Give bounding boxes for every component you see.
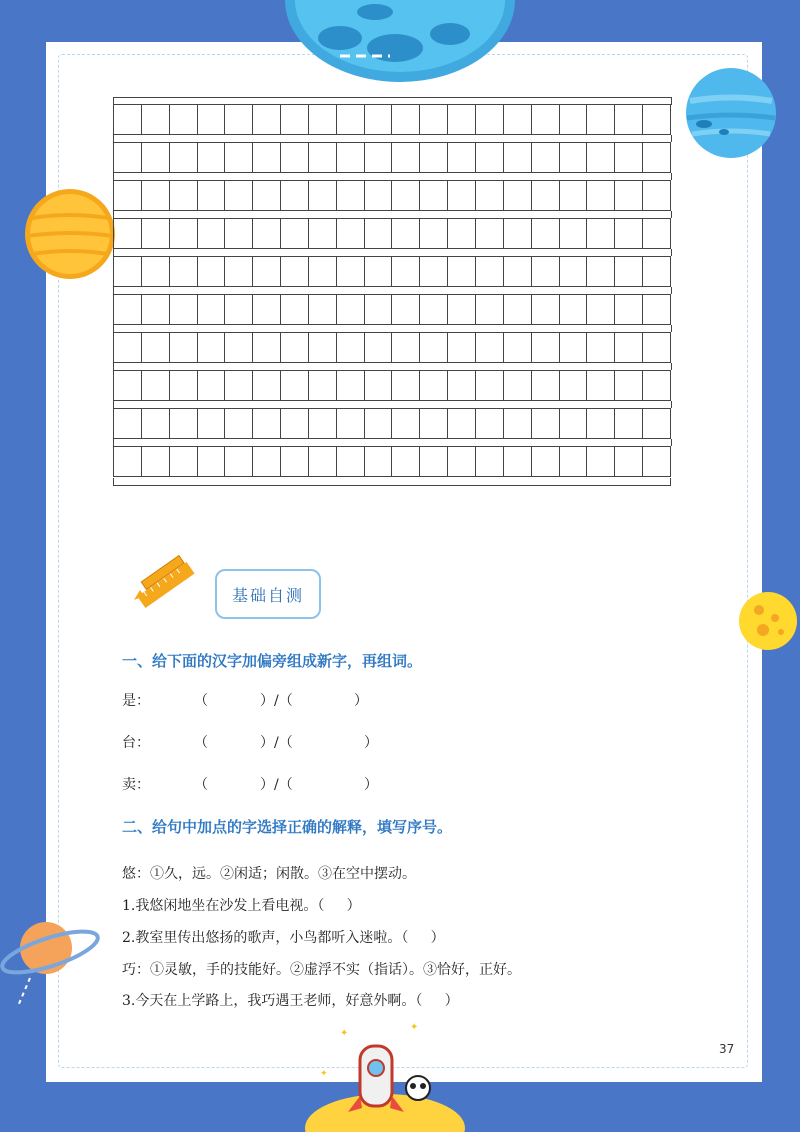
grid-cell[interactable]	[448, 409, 476, 438]
grid-row	[113, 408, 671, 439]
grid-cell[interactable]	[560, 181, 588, 210]
grid-cell[interactable]	[198, 447, 226, 476]
grid-cell[interactable]	[114, 105, 142, 134]
grid-cell[interactable]	[643, 219, 670, 248]
grid-cell[interactable]	[225, 257, 253, 286]
grid-cell[interactable]	[392, 295, 420, 324]
grid-cell[interactable]	[532, 447, 560, 476]
q1-row-label: 是：	[122, 693, 150, 709]
grid-cell[interactable]	[253, 295, 281, 324]
grid-row	[113, 294, 671, 325]
grid-cell[interactable]	[532, 219, 560, 248]
grid-cell[interactable]	[615, 371, 643, 400]
grid-cell[interactable]	[225, 105, 253, 134]
grid-cell[interactable]	[643, 333, 670, 362]
q1-blank-close[interactable]: ）	[354, 693, 368, 709]
grid-cell[interactable]	[142, 219, 170, 248]
grid-cell[interactable]	[309, 181, 337, 210]
grid-cell[interactable]	[170, 181, 198, 210]
grid-cell[interactable]	[587, 181, 615, 210]
page-number: 37	[719, 1042, 735, 1056]
grid-cell[interactable]	[448, 143, 476, 172]
grid-cell[interactable]	[281, 333, 309, 362]
grid-cell[interactable]	[281, 371, 309, 400]
grid-cell[interactable]	[253, 143, 281, 172]
grid-cell[interactable]	[253, 371, 281, 400]
grid-cell[interactable]	[392, 105, 420, 134]
q1-blank-separator[interactable]: ）/（	[260, 777, 293, 793]
grid-cell[interactable]	[142, 295, 170, 324]
grid-cell[interactable]	[476, 409, 504, 438]
grid-cell[interactable]	[476, 257, 504, 286]
grid-cell[interactable]	[643, 409, 670, 438]
question-2-heading: 二、给句中加点的字选择正确的解释，填写序号。	[122, 818, 453, 836]
grid-cell[interactable]	[448, 219, 476, 248]
grid-cell[interactable]	[532, 295, 560, 324]
grid-cell[interactable]	[253, 409, 281, 438]
grid-row	[113, 180, 671, 211]
grid-cell[interactable]	[448, 371, 476, 400]
grid-cell[interactable]	[365, 333, 393, 362]
grid-cell[interactable]	[532, 333, 560, 362]
q2-definition-you: 悠：①久，远。②闲适；闲散。③在空中摆动。	[122, 866, 416, 882]
grid-cell[interactable]	[365, 371, 393, 400]
grid-cell[interactable]	[643, 257, 670, 286]
grid-cell[interactable]	[476, 219, 504, 248]
grid-cell[interactable]	[615, 181, 643, 210]
grid-cell[interactable]	[560, 143, 588, 172]
grid-cell[interactable]	[337, 447, 365, 476]
grid-cell[interactable]	[142, 371, 170, 400]
grid-cell[interactable]	[253, 181, 281, 210]
grid-cell[interactable]	[420, 295, 448, 324]
grid-cell[interactable]	[309, 143, 337, 172]
grid-cell[interactable]	[170, 333, 198, 362]
grid-cell[interactable]	[615, 333, 643, 362]
grid-cell[interactable]	[504, 333, 532, 362]
grid-cell[interactable]	[198, 181, 226, 210]
grid-cell[interactable]	[532, 409, 560, 438]
grid-cell[interactable]	[365, 257, 393, 286]
grid-cell[interactable]	[114, 181, 142, 210]
q1-row-label: 卖：	[122, 777, 150, 793]
grid-cell[interactable]	[643, 447, 670, 476]
grid-cell[interactable]	[365, 295, 393, 324]
grid-cell[interactable]	[615, 447, 643, 476]
grid-cell[interactable]	[560, 257, 588, 286]
grid-cell[interactable]	[448, 257, 476, 286]
grid-cell[interactable]	[448, 105, 476, 134]
ringed-planet-icon	[0, 908, 110, 1008]
grid-cell[interactable]	[476, 333, 504, 362]
grid-cell[interactable]	[114, 333, 142, 362]
grid-cell[interactable]	[587, 295, 615, 324]
grid-cell[interactable]	[392, 181, 420, 210]
grid-cell[interactable]	[560, 409, 588, 438]
grid-cell[interactable]	[392, 143, 420, 172]
grid-cell[interactable]	[281, 409, 309, 438]
grid-cell[interactable]	[587, 143, 615, 172]
grid-cell[interactable]	[114, 371, 142, 400]
grid-cell[interactable]	[504, 219, 532, 248]
grid-cell[interactable]	[142, 105, 170, 134]
blue-planet-icon	[684, 66, 778, 160]
grid-cell[interactable]	[420, 219, 448, 248]
grid-cell[interactable]	[420, 333, 448, 362]
grid-cell[interactable]	[253, 447, 281, 476]
grid-cell[interactable]	[337, 219, 365, 248]
q1-blank-open[interactable]: （	[194, 735, 208, 751]
grid-row	[113, 142, 671, 173]
grid-cell[interactable]	[504, 143, 532, 172]
grid-cell[interactable]	[560, 371, 588, 400]
grid-cell[interactable]	[643, 143, 670, 172]
grid-cell[interactable]	[225, 295, 253, 324]
q2-sentence-2[interactable]: 2.教室里传出悠扬的歌声，小鸟都听入迷啦。（ ）	[122, 930, 445, 946]
grid-cell[interactable]	[615, 257, 643, 286]
svg-text:✦: ✦	[410, 1022, 419, 1033]
grid-cell[interactable]	[615, 219, 643, 248]
grid-cell[interactable]	[281, 447, 309, 476]
grid-cell[interactable]	[643, 105, 670, 134]
grid-cell[interactable]	[365, 181, 393, 210]
grid-cell[interactable]	[504, 447, 532, 476]
grid-cell[interactable]	[142, 181, 170, 210]
grid-cell[interactable]	[198, 257, 226, 286]
grid-cell[interactable]	[198, 219, 226, 248]
grid-cell[interactable]	[643, 295, 670, 324]
grid-cell[interactable]	[615, 105, 643, 134]
grid-cell[interactable]	[392, 447, 420, 476]
grid-cell[interactable]	[309, 257, 337, 286]
grid-cell[interactable]	[309, 105, 337, 134]
grid-cell[interactable]	[142, 333, 170, 362]
q1-row-label: 台：	[122, 735, 150, 751]
grid-cell[interactable]	[643, 371, 670, 400]
grid-cell[interactable]	[476, 181, 504, 210]
grid-cell[interactable]	[392, 257, 420, 286]
grid-cell[interactable]	[281, 257, 309, 286]
grid-cell[interactable]	[392, 409, 420, 438]
grid-cell[interactable]	[504, 105, 532, 134]
grid-cell[interactable]	[309, 409, 337, 438]
grid-cell[interactable]	[532, 257, 560, 286]
grid-cell[interactable]	[587, 371, 615, 400]
grid-cell[interactable]	[309, 371, 337, 400]
grid-cell[interactable]	[170, 257, 198, 286]
grid-cell[interactable]	[392, 371, 420, 400]
q1-blank-open[interactable]: （	[194, 693, 208, 709]
section-badge: 基础自测	[215, 569, 321, 619]
grid-cell[interactable]	[476, 295, 504, 324]
grid-cell[interactable]	[587, 333, 615, 362]
svg-text:✦: ✦	[320, 1069, 328, 1079]
grid-cell[interactable]	[253, 219, 281, 248]
grid-cell[interactable]	[198, 333, 226, 362]
grid-cell[interactable]	[198, 409, 226, 438]
grid-cell[interactable]	[114, 143, 142, 172]
grid-cell[interactable]	[337, 333, 365, 362]
grid-row	[113, 104, 671, 135]
grid-cell[interactable]	[420, 105, 448, 134]
grid-cell[interactable]	[281, 143, 309, 172]
grid-row	[113, 446, 671, 477]
grid-cell[interactable]	[253, 105, 281, 134]
grid-cell[interactable]	[198, 105, 226, 134]
writing-grid-bottom	[113, 478, 671, 486]
grid-cell[interactable]	[532, 143, 560, 172]
grid-cell[interactable]	[337, 143, 365, 172]
grid-cell[interactable]	[281, 105, 309, 134]
grid-cell[interactable]	[309, 219, 337, 248]
grid-cell[interactable]	[225, 143, 253, 172]
grid-cell[interactable]	[420, 181, 448, 210]
grid-cell[interactable]	[225, 333, 253, 362]
grid-cell[interactable]	[170, 409, 198, 438]
grid-cell[interactable]	[253, 257, 281, 286]
grid-cell[interactable]	[420, 371, 448, 400]
grid-row	[113, 332, 671, 363]
rocket-icon	[300, 1016, 470, 1132]
grid-cell[interactable]	[476, 447, 504, 476]
grid-cell[interactable]	[448, 295, 476, 324]
grid-row	[113, 256, 671, 287]
grid-cell[interactable]	[198, 371, 226, 400]
yellow-moon-icon	[737, 590, 799, 652]
grid-cell[interactable]	[253, 333, 281, 362]
grid-cell[interactable]	[615, 409, 643, 438]
grid-cell[interactable]	[114, 295, 142, 324]
grid-cell[interactable]	[142, 409, 170, 438]
q1-blank-open[interactable]: （	[194, 777, 208, 793]
grid-cell[interactable]	[560, 447, 588, 476]
grid-cell[interactable]	[337, 105, 365, 134]
grid-cell[interactable]	[504, 257, 532, 286]
svg-text:✦: ✦	[340, 1028, 349, 1039]
orange-planet-icon	[22, 186, 118, 282]
grid-cell[interactable]	[365, 105, 393, 134]
grid-cell[interactable]	[142, 257, 170, 286]
grid-cell[interactable]	[504, 181, 532, 210]
grid-cell[interactable]	[504, 409, 532, 438]
grid-cell[interactable]	[114, 447, 142, 476]
writing-grid[interactable]	[113, 96, 671, 484]
q2-sentence-3[interactable]: 3.今天在上学路上，我巧遇王老师，好意外啊。（ ）	[122, 993, 459, 1009]
grid-cell[interactable]	[337, 295, 365, 324]
grid-cell[interactable]	[281, 295, 309, 324]
grid-cell[interactable]	[532, 371, 560, 400]
grid-cell[interactable]	[170, 105, 198, 134]
grid-cell[interactable]	[392, 333, 420, 362]
q2-definition-qiao: 巧：①灵敏，手的技能好。②虚浮不实（指话）。③恰好，正好。	[122, 962, 521, 978]
q1-blank-separator[interactable]: ）/（	[260, 735, 293, 751]
grid-cell[interactable]	[587, 447, 615, 476]
grid-cell[interactable]	[615, 143, 643, 172]
grid-cell[interactable]	[560, 219, 588, 248]
grid-cell[interactable]	[309, 333, 337, 362]
grid-cell[interactable]	[225, 409, 253, 438]
grid-cell[interactable]	[142, 447, 170, 476]
grid-cell[interactable]	[560, 295, 588, 324]
grid-cell[interactable]	[643, 181, 670, 210]
grid-cell[interactable]	[114, 219, 142, 248]
grid-cell[interactable]	[281, 181, 309, 210]
grid-cell[interactable]	[225, 371, 253, 400]
grid-cell[interactable]	[365, 409, 393, 438]
grid-cell[interactable]	[170, 447, 198, 476]
grid-cell[interactable]	[114, 409, 142, 438]
grid-cell[interactable]	[532, 105, 560, 134]
grid-cell[interactable]	[420, 447, 448, 476]
grid-cell[interactable]	[448, 447, 476, 476]
grid-cell[interactable]	[114, 257, 142, 286]
grid-cell[interactable]	[587, 409, 615, 438]
grid-cell[interactable]	[365, 143, 393, 172]
grid-cell[interactable]	[170, 143, 198, 172]
grid-cell[interactable]	[587, 105, 615, 134]
grid-cell[interactable]	[365, 447, 393, 476]
grid-cell[interactable]	[142, 143, 170, 172]
grid-row	[113, 218, 671, 249]
grid-cell[interactable]	[448, 181, 476, 210]
top-planet-icon	[280, 0, 520, 85]
q1-blank-close[interactable]: ）	[364, 777, 378, 793]
grid-cell[interactable]	[532, 181, 560, 210]
grid-cell[interactable]	[170, 219, 198, 248]
grid-cell[interactable]	[309, 295, 337, 324]
grid-cell[interactable]	[392, 219, 420, 248]
grid-cell[interactable]	[337, 181, 365, 210]
grid-cell[interactable]	[448, 333, 476, 362]
grid-cell[interactable]	[504, 371, 532, 400]
grid-cell[interactable]	[420, 409, 448, 438]
grid-cell[interactable]	[337, 371, 365, 400]
grid-cell[interactable]	[337, 409, 365, 438]
grid-cell[interactable]	[476, 371, 504, 400]
grid-cell[interactable]	[225, 447, 253, 476]
grid-cell[interactable]	[420, 257, 448, 286]
grid-cell[interactable]	[420, 143, 448, 172]
grid-cell[interactable]	[170, 295, 198, 324]
grid-cell[interactable]	[504, 295, 532, 324]
grid-cell[interactable]	[560, 333, 588, 362]
grid-cell[interactable]	[225, 181, 253, 210]
grid-cell[interactable]	[337, 257, 365, 286]
grid-cell[interactable]	[309, 447, 337, 476]
q1-blank-separator[interactable]: ）/（	[260, 693, 293, 709]
question-1-heading: 一、给下面的汉字加偏旁组成新字，再组词。	[122, 652, 423, 670]
grid-row	[113, 370, 671, 401]
grid-cell[interactable]	[365, 219, 393, 248]
q2-sentence-1[interactable]: 1.我悠闲地坐在沙发上看电视。（ ）	[122, 898, 361, 914]
grid-cell[interactable]	[170, 371, 198, 400]
q1-blank-close[interactable]: ）	[364, 735, 378, 751]
grid-cell[interactable]	[476, 143, 504, 172]
grid-cell[interactable]	[281, 219, 309, 248]
pencil-ruler-icon	[130, 552, 204, 608]
grid-cell[interactable]	[198, 295, 226, 324]
grid-cell[interactable]	[587, 257, 615, 286]
grid-cell[interactable]	[476, 105, 504, 134]
grid-cell[interactable]	[615, 295, 643, 324]
grid-cell[interactable]	[225, 219, 253, 248]
grid-cell[interactable]	[198, 143, 226, 172]
grid-cell[interactable]	[560, 105, 588, 134]
grid-cell[interactable]	[587, 219, 615, 248]
